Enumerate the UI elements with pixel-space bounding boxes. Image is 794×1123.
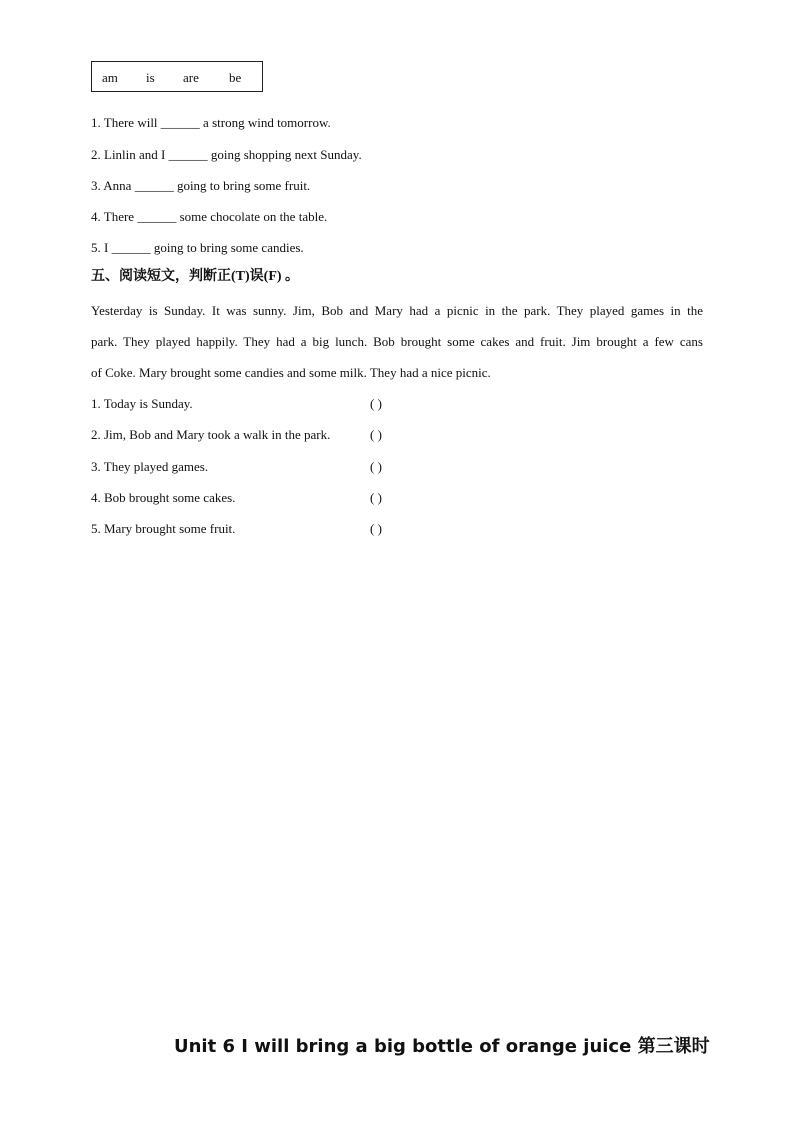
answer-blank[interactable]: ( ) <box>370 427 382 442</box>
tf-statement: 1. Today is Sunday. <box>91 396 193 411</box>
fill-blank-question: 1. There will ______ a strong wind tomorrow. <box>91 115 331 130</box>
word-bank-box <box>91 61 263 92</box>
tf-statement: 2. Jim, Bob and Mary took a walk in the park. <box>91 427 331 442</box>
unit-title: Unit 6 I will bring a big bottle of orange juice 第三课时 <box>174 1036 710 1057</box>
fill-blank-question: 2. Linlin and I ______ going shopping next Sunday. <box>91 147 362 162</box>
word-bank-word: are <box>183 70 199 85</box>
answer-blank[interactable]: ( ) <box>370 396 382 411</box>
answer-blank[interactable]: ( ) <box>370 490 382 505</box>
answer-blank[interactable]: ( ) <box>370 521 382 536</box>
section-title: 五、阅读短文，判断正(T)误(F) 。 <box>91 269 300 284</box>
answer-blank[interactable]: ( ) <box>370 459 382 474</box>
fill-blank-question: 3. Anna ______ going to bring some fruit. <box>91 178 311 193</box>
tf-statement: 5. Mary brought some fruit. <box>91 521 236 536</box>
reading-paragraph-line: park. They played happily. They had a big lunch. Bob brought some cakes and fruit. Jim brought a few cans <box>91 334 703 349</box>
word-bank-word: am <box>102 70 118 85</box>
tf-statement: 4. Bob brought some cakes. <box>91 490 236 505</box>
reading-paragraph-line: of Coke. Mary brought some candies and some milk. They had a nice picnic. <box>91 365 491 380</box>
reading-paragraph-line: Yesterday is Sunday. It was sunny. Jim, Bob and Mary had a picnic in the park. They played games in the <box>91 303 703 318</box>
word-bank-word: is <box>146 70 155 85</box>
word-bank-word: be <box>229 70 242 85</box>
tf-statement: 3. They played games. <box>91 459 209 474</box>
fill-blank-question: 5. I ______ going to bring some candies. <box>91 240 304 255</box>
fill-blank-question: 4. There ______ some chocolate on the table. <box>91 209 328 224</box>
